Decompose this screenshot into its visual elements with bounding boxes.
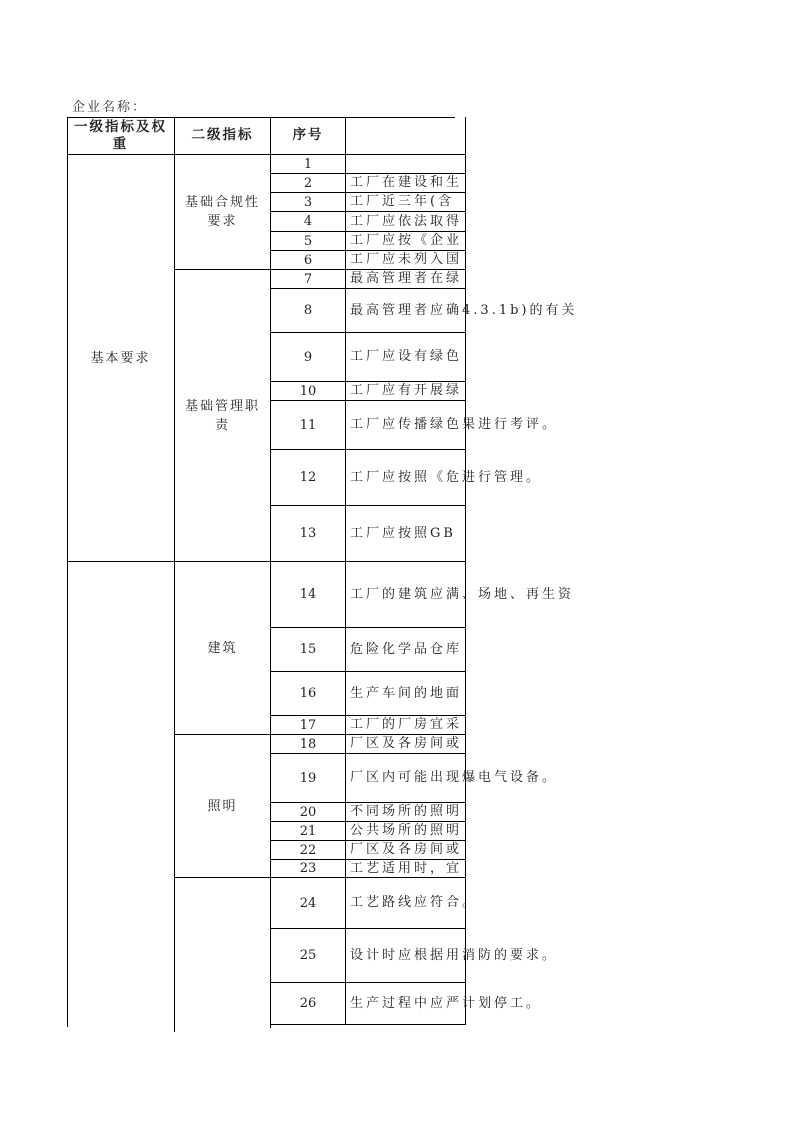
row-content bbox=[346, 270, 466, 289]
row-content-line1: 工厂应依法取得 bbox=[350, 213, 463, 229]
row-content bbox=[346, 212, 466, 232]
row-content-line1: 工艺路线应符合 bbox=[350, 895, 463, 910]
row-content bbox=[346, 382, 466, 401]
row-number: 10 bbox=[271, 382, 346, 401]
row-number: 23 bbox=[271, 860, 346, 878]
row-number: 18 bbox=[271, 735, 346, 754]
row-content bbox=[346, 232, 466, 251]
row-content-line1: 工厂应有开展绿 bbox=[350, 383, 463, 398]
row-content bbox=[346, 822, 466, 841]
row-number: 11 bbox=[271, 401, 346, 450]
row-content bbox=[346, 735, 466, 754]
row-number: 6 bbox=[271, 251, 346, 270]
header-content bbox=[346, 117, 466, 155]
row-content bbox=[346, 401, 559, 450]
row-content-line1: 厂区内可能出现 bbox=[350, 770, 463, 785]
row-number: 19 bbox=[271, 754, 346, 803]
row-content-line1: 公共场所的照明 bbox=[350, 823, 463, 838]
row-content-line1: 工厂应按照《危 bbox=[350, 469, 463, 485]
row-content-line1: 厂区及各房间或 bbox=[350, 842, 463, 857]
row-content-line2: 计划停工。 bbox=[462, 995, 543, 1011]
row-number: 14 bbox=[271, 562, 346, 628]
row-content bbox=[346, 716, 466, 735]
row-number: 8 bbox=[271, 289, 346, 333]
row-number: 13 bbox=[271, 506, 346, 562]
row-number: 5 bbox=[271, 232, 346, 251]
company-name-label: 企业名称： bbox=[72, 100, 148, 115]
row-content bbox=[346, 562, 575, 628]
header-level2: 二级指标 bbox=[175, 117, 271, 155]
row-content-line2: 爆电气设备。 bbox=[462, 770, 559, 785]
level2-compliance: 基础合规性要求 bbox=[175, 155, 271, 270]
row-content bbox=[346, 841, 466, 860]
row-content bbox=[346, 174, 466, 193]
row-number: 1 bbox=[271, 155, 346, 174]
row-content-line1: 工厂应传播绿色 bbox=[350, 417, 463, 432]
header-level1: 一级指标及权重 bbox=[67, 117, 175, 155]
row-content bbox=[346, 289, 578, 333]
row-number: 26 bbox=[271, 983, 346, 1025]
row-content-line2: 消防的要求。 bbox=[462, 947, 559, 963]
row-number: 17 bbox=[271, 716, 346, 735]
row-content-line2: 。 bbox=[462, 895, 479, 910]
row-content-line1: 危险化学品仓库 bbox=[350, 641, 463, 657]
level2-building: 建筑 bbox=[175, 562, 271, 735]
row-content-line1: 工艺适用时，宜 bbox=[350, 860, 463, 876]
row-number: 22 bbox=[271, 841, 346, 860]
row-content-line1: 工厂的建筑应满 bbox=[350, 586, 463, 602]
evaluation-table bbox=[67, 117, 578, 1027]
row-content-line1: 工厂应按《企业 bbox=[350, 233, 463, 248]
row-content-line1: 工厂应设有绿色 bbox=[350, 349, 463, 364]
row-content-line1: 设计时应根据用 bbox=[350, 947, 463, 963]
row-content bbox=[346, 983, 543, 1025]
row-content-line1: 最高管理者在绿 bbox=[350, 271, 463, 286]
row-content-line1: 工厂近三年(含 bbox=[350, 194, 455, 209]
row-content-line1: 厂区及各房间或 bbox=[350, 736, 463, 751]
row-number: 9 bbox=[271, 333, 346, 382]
row-content bbox=[346, 672, 466, 716]
row-number: 24 bbox=[271, 878, 346, 929]
row-content bbox=[346, 155, 466, 174]
row-number: 16 bbox=[271, 672, 346, 716]
row-number: 3 bbox=[271, 193, 346, 212]
row-content-line1: 工厂应未列入国 bbox=[350, 252, 463, 267]
row-number: 15 bbox=[271, 628, 346, 672]
row-content bbox=[346, 628, 466, 672]
row-number: 21 bbox=[271, 822, 346, 841]
row-content bbox=[346, 929, 559, 983]
row-content-line1: 最高管理者应确 bbox=[350, 302, 463, 318]
row-content-line1: 工厂在建设和生 bbox=[350, 175, 463, 190]
row-number: 7 bbox=[271, 270, 346, 289]
row-content bbox=[346, 803, 466, 822]
level2-equipment bbox=[175, 878, 271, 1028]
level2-management-duties: 基础管理职责 bbox=[175, 270, 271, 562]
row-content-line2: 进行管理。 bbox=[462, 469, 543, 485]
row-number: 4 bbox=[271, 212, 346, 232]
row-number: 25 bbox=[271, 929, 346, 983]
row-content-line1: 生产过程中应严 bbox=[350, 995, 463, 1011]
row-content bbox=[346, 251, 466, 270]
row-content-line1: 生产车间的地面 bbox=[350, 685, 463, 701]
level1-basic-requirements: 基本要求 bbox=[67, 155, 175, 562]
row-number: 2 bbox=[271, 174, 346, 193]
row-content-line2: 、场地、再生资 bbox=[462, 586, 575, 602]
row-content-line1: 工厂应按照GB bbox=[350, 525, 456, 541]
level2-lighting: 照明 bbox=[175, 735, 271, 878]
header-seq: 序号 bbox=[271, 117, 346, 155]
row-content-line2: 果进行考评。 bbox=[462, 417, 559, 432]
row-content bbox=[346, 506, 466, 562]
row-content bbox=[346, 878, 479, 929]
row-number: 12 bbox=[271, 450, 346, 506]
row-content bbox=[346, 754, 559, 803]
row-content-line1: 工厂的厂房宜采 bbox=[350, 717, 463, 732]
row-content bbox=[346, 333, 466, 382]
row-content bbox=[346, 860, 466, 878]
row-content bbox=[346, 193, 466, 212]
level1-infrastructure bbox=[67, 562, 175, 1032]
row-content-line2: 4.3.1b)的有关 bbox=[462, 302, 578, 318]
row-content-line1: 不同场所的照明 bbox=[350, 804, 463, 819]
row-number: 20 bbox=[271, 803, 346, 822]
row-content bbox=[346, 450, 543, 506]
